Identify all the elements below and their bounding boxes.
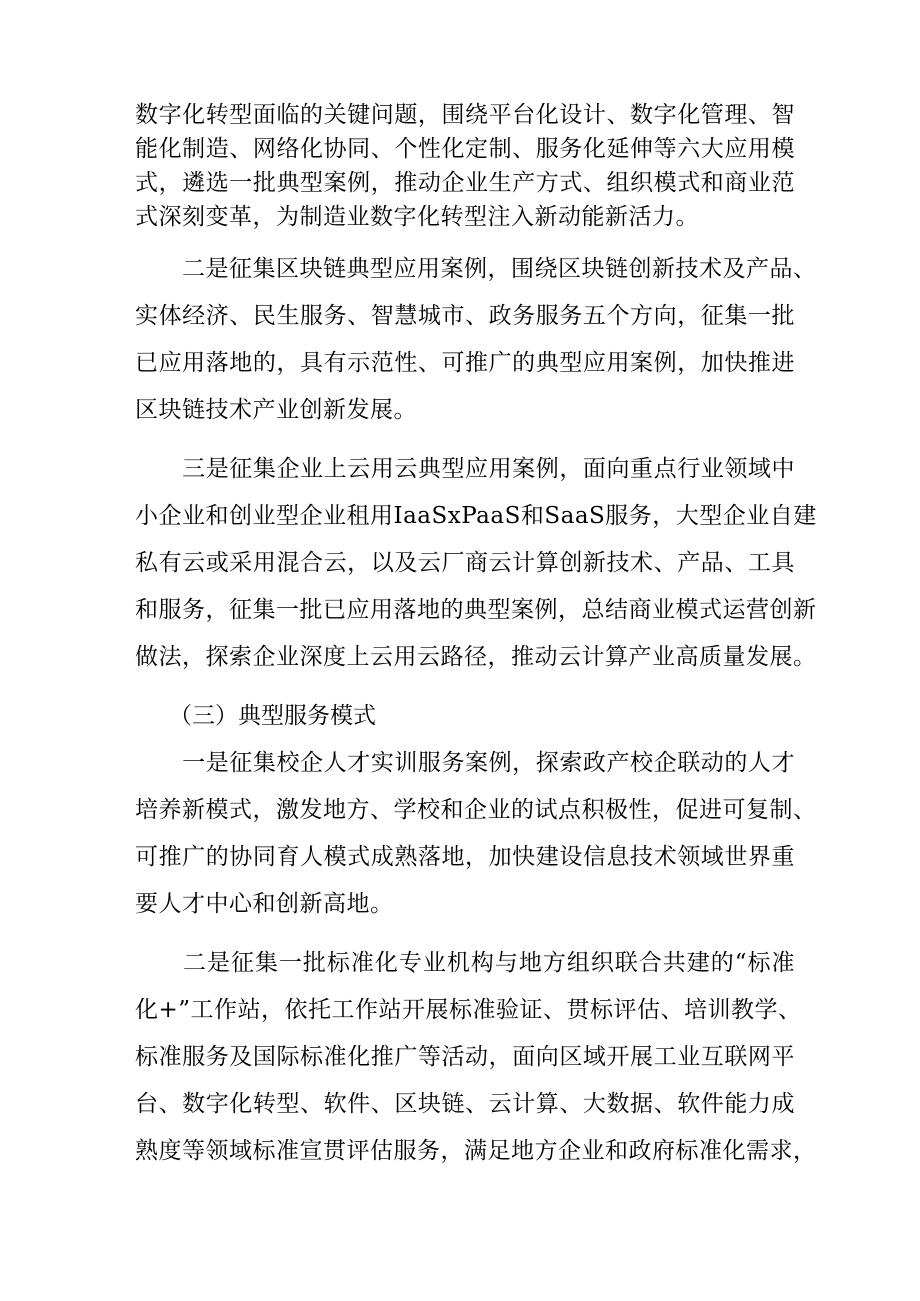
text-line: 小企业和创业型企业租用IaaSxPaaS和SaaS服务，大型企业自建 (135, 503, 817, 529)
paragraph-gap (135, 681, 795, 693)
text-line: 可推广的协同育人模式成熟落地，加快建设信息技术领域世界重 (135, 844, 795, 870)
text-line: 式，遴选一批典型案例，推动企业生产方式、组织模式和商业范 (135, 170, 795, 196)
text-line: 培养新模式，激发地方、学校和企业的试点积极性，促进可复制、 (135, 797, 817, 823)
text-line: 要人才中心和创新高地。 (135, 891, 394, 917)
paragraph-gap (135, 928, 795, 940)
text-line: 二是征集区块链典型应用案例，围绕区块链创新技术及产品、 (135, 256, 817, 282)
text-line: 台、数字化转型、软件、区块链、云计算、大数据、软件能力成 (135, 1091, 795, 1117)
text-line: 熟度等领域标准宣贯评估服务，满足地方企业和政府标准化需求， (135, 1138, 817, 1164)
text-line: 已应用落地的，具有示范性、可推广的典型应用案例，加快推进 (135, 350, 795, 376)
text-line: 标准服务及国际标准化推广等活动，面向区域开展工业互联网平 (135, 1044, 795, 1070)
paragraph-gap (135, 234, 795, 246)
document-body (135, 98, 817, 1175)
text-line: 三是征集企业上云用云典型应用案例，面向重点行业领域中 (135, 456, 795, 482)
text-line: 实体经济、民生服务、智慧城市、政务服务五个方向，征集一批 (135, 303, 795, 329)
paragraph-cloud (135, 446, 817, 681)
text-line: 一是征集校企人才实训服务案例，探索政产校企联动的人才 (135, 750, 795, 776)
text-line: 区块链技术产业创新发展。 (135, 397, 417, 423)
paragraph-gap (135, 434, 795, 446)
text-line: 式深刻变革，为制造业数字化转型注入新动能新活力。 (135, 204, 699, 230)
paragraph-blockchain (135, 246, 817, 434)
text-line: 化+”工作站，依托工作站开展标准验证、贯标评估、培训教学、 (135, 997, 802, 1023)
text-line: 做法，探索企业深度上云用云路径，推动云计算产业高质量发展。 (135, 644, 817, 670)
section-heading: （三）典型服务模式 (169, 703, 376, 729)
text-line: 能化制造、网络化协同、个性化定制、服务化延伸等六大应用模 (135, 136, 795, 162)
text-line: 二是征集一批标准化专业机构与地方组织联合共建的“标准 (135, 950, 795, 976)
text-line: 私有云或采用混合云，以及云厂商云计算创新技术、产品、工具 (135, 550, 795, 576)
text-line: 和服务，征集一批已应用落地的典型案例，总结商业模式运营创新 (135, 597, 817, 623)
paragraph-standardization (135, 940, 817, 1175)
paragraph-talent (135, 740, 817, 928)
paragraph-digital-transformation (135, 98, 795, 234)
text-line: 数字化转型面临的关键问题，围绕平台化设计、数字化管理、智 (135, 102, 795, 128)
